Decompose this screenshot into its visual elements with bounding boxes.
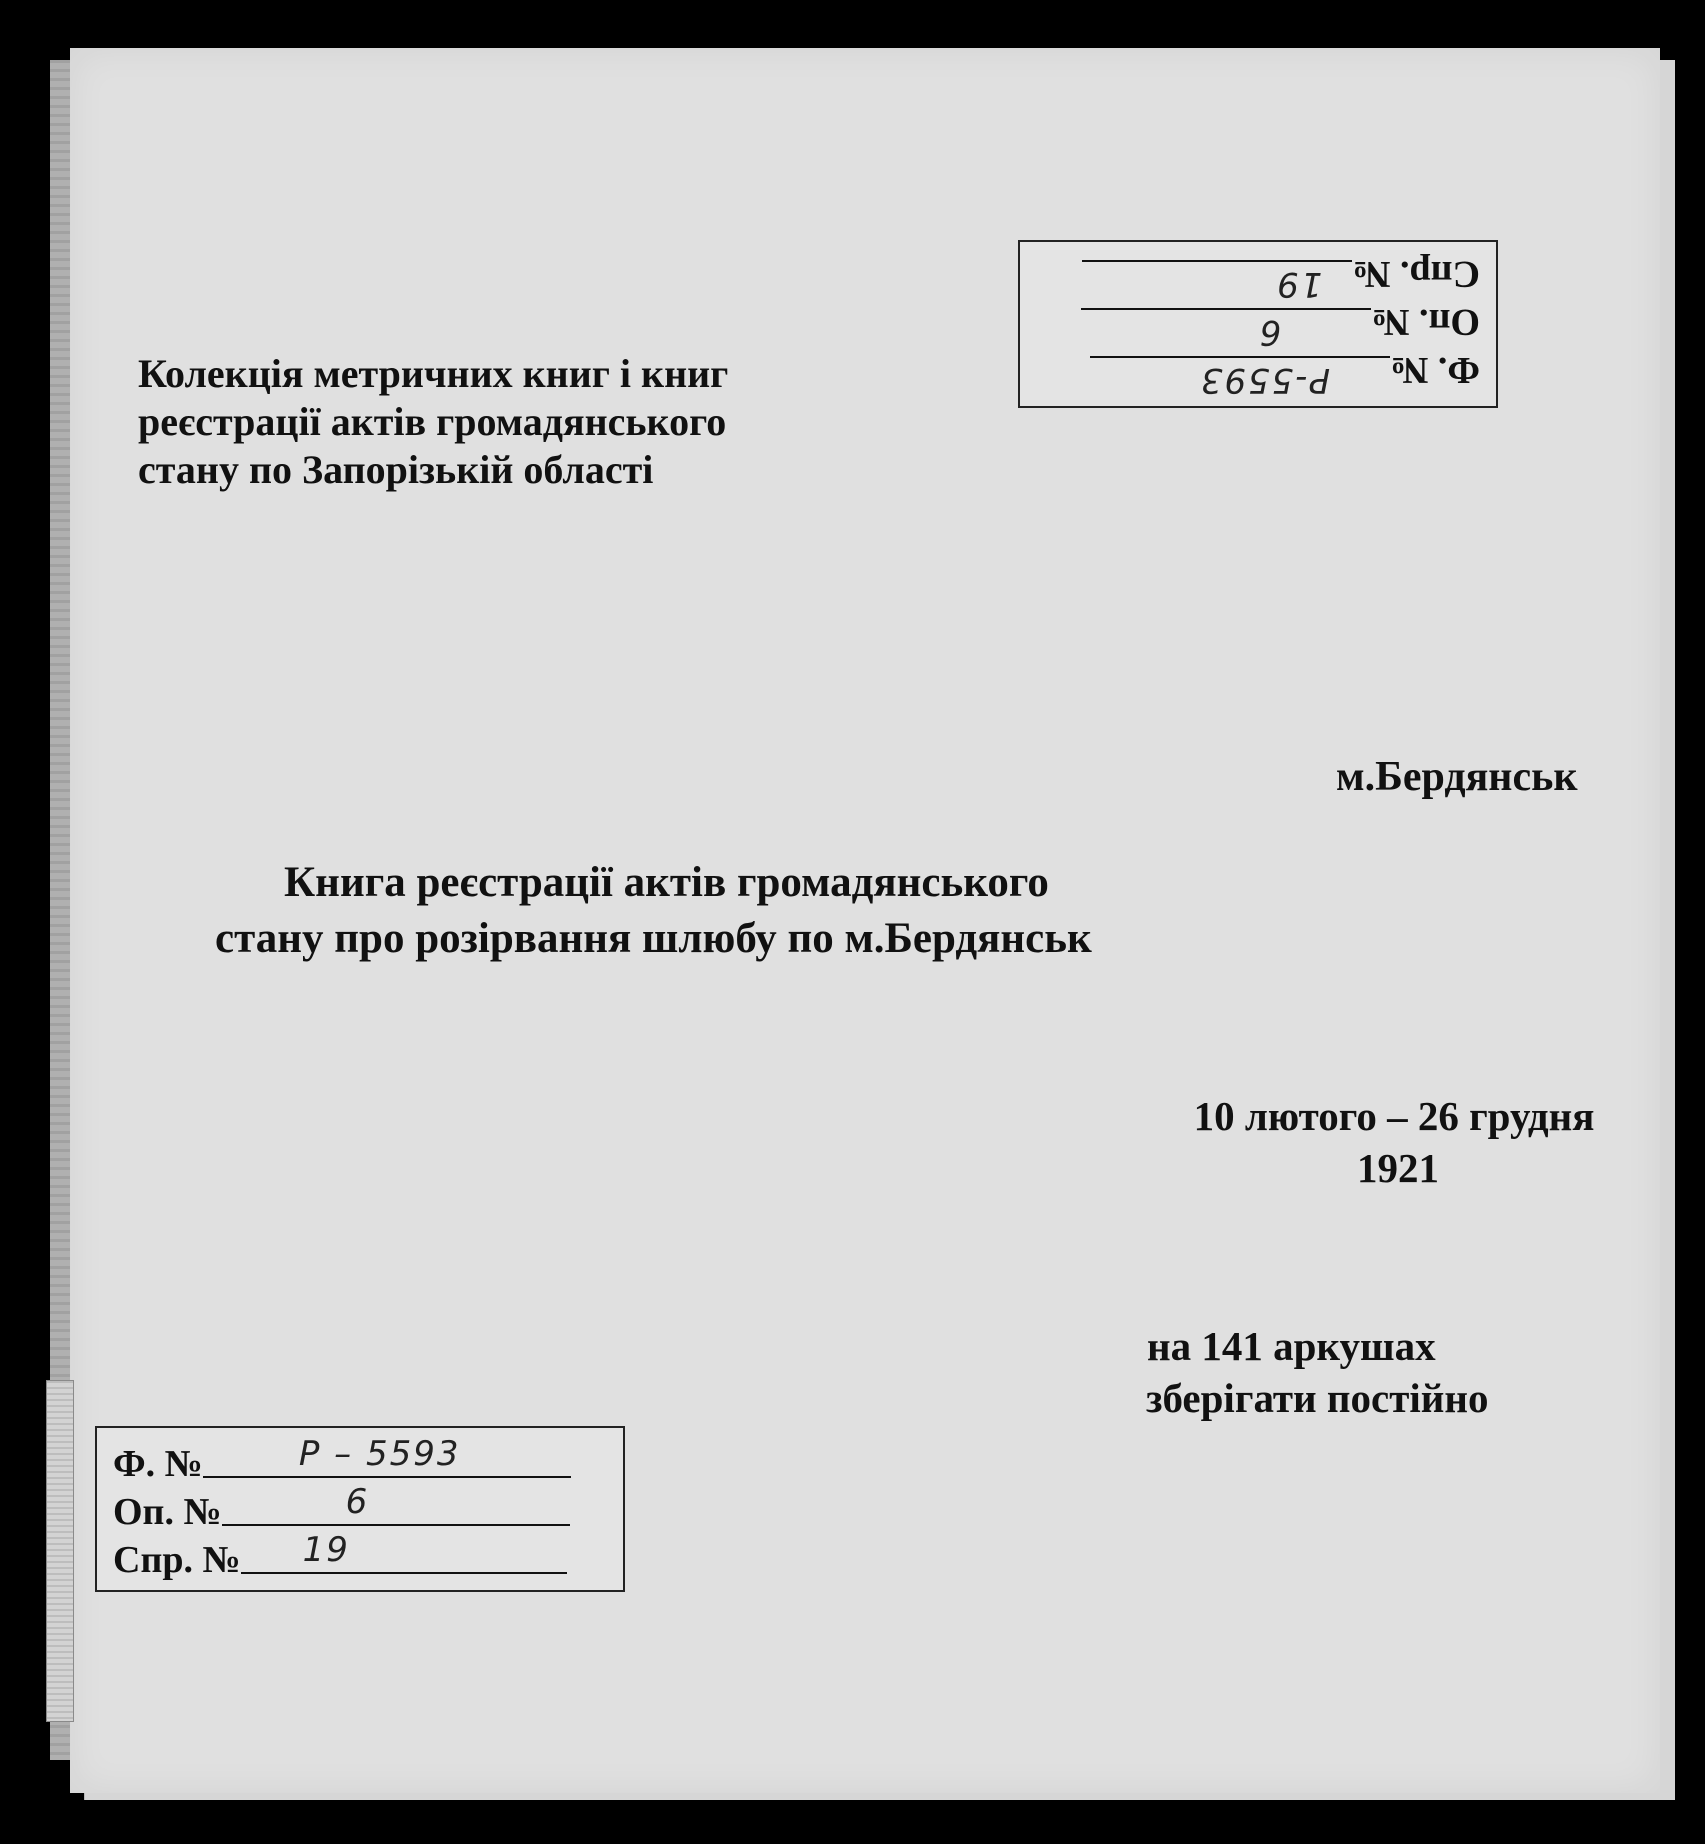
title-line-1: Книга реєстрації актів громадянського (284, 859, 1049, 906)
opys-line (222, 1480, 570, 1526)
retention-note: зберігати постійно (1146, 1375, 1489, 1421)
sprava-value: 19 (1275, 264, 1323, 304)
stamp-row-opys (1020, 302, 1480, 350)
sprava-line (241, 1528, 567, 1574)
date-block (1134, 1090, 1654, 1194)
opys-label: Оп. № (1371, 301, 1480, 343)
fond-value: Р-5593 (1198, 360, 1331, 400)
year: 1921 (1357, 1145, 1439, 1191)
book-title (200, 855, 1390, 967)
city-name: м.Бердянськ (1336, 754, 1578, 800)
sprava-line (1082, 260, 1352, 306)
fond-label: Ф. № (1390, 349, 1480, 391)
opys-value: 6 (1257, 312, 1282, 352)
stamp-row-sprava (113, 1532, 623, 1580)
collection-line-2: реєстрації актів громадянського (138, 399, 727, 444)
stamp-row-fond (1020, 350, 1480, 398)
date-range: 10 лютого – 26 грудня (1193, 1093, 1595, 1139)
collection-line-3: стану по Запорізькій області (138, 447, 654, 492)
fond-line (1090, 356, 1390, 402)
fond-line (203, 1432, 571, 1478)
sprava-label: Спр. № (113, 1539, 241, 1581)
sprava-value: 19 (302, 1530, 350, 1570)
stamp-row-fond (113, 1436, 623, 1484)
archive-stamp-inverted (1018, 240, 1498, 408)
stamp-row-sprava (1020, 254, 1480, 302)
title-line-2: стану про розірвання шлюбу по м.Бердянськ (215, 915, 1092, 962)
spine-label (46, 1380, 74, 1722)
opys-line (1081, 308, 1371, 354)
sheet-count: на 141 аркушах (1147, 1323, 1436, 1369)
sprava-label: Спр. № (1352, 253, 1480, 295)
archive-stamp (95, 1426, 625, 1592)
fond-value: Р – 5593 (298, 1434, 461, 1474)
opys-label: Оп. № (113, 1491, 222, 1533)
collection-heading (138, 350, 858, 494)
opys-value: 6 (345, 1482, 370, 1522)
stamp-row-opys (113, 1484, 623, 1532)
collection-line-1: Колекція метричних книг і книг (138, 351, 729, 396)
fond-label: Ф. № (113, 1443, 203, 1485)
